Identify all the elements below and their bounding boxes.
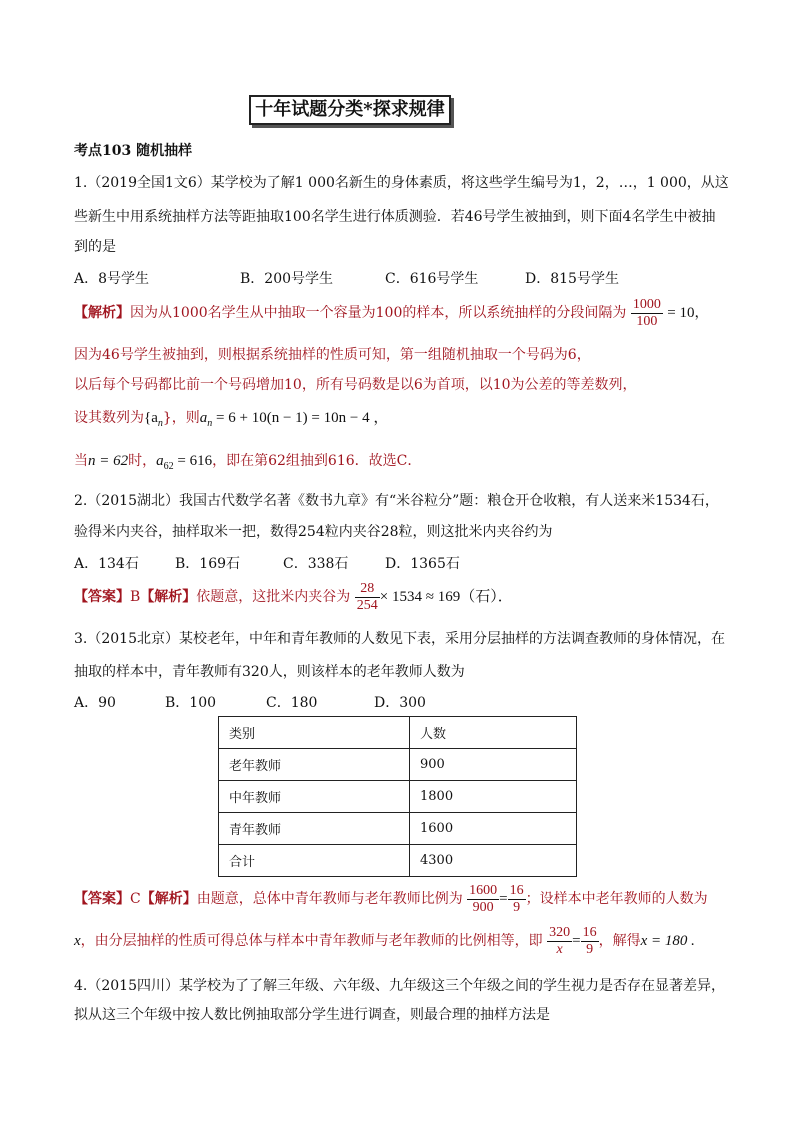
q1-a4-mid: }，则: [162, 410, 200, 426]
q1-analysis-line2: 因为46号学生被抽到，则根据系统抽样的性质可知，第一组随机抽取一个号码为6，: [74, 347, 591, 363]
q2-option-b: B．169石: [175, 556, 241, 572]
q1-analysis-line1: 【解析】因为从1000名学生从中抽取一个容量为100的样本，所以系统抽样的分段间隔为 $\frac{1000}{100}$ = 10，: [74, 296, 709, 329]
q1-fraction: [631, 297, 663, 330]
q1-analysis-line4: [74, 406, 388, 429]
q1-frac-den: 100: [636, 313, 658, 329]
q1-analysis-line5: 当n = 62时，$a_{62} = 616$，即在第62组抽到616．故选C．: [74, 453, 422, 472]
table-cell: 老年教师: [219, 749, 410, 781]
q3-answer-line2: x，由分层抽样的性质可得总体与样本中青年教师与老年教师的比例相等，即 $\frac{320}{x}$ = $\frac{16}{9}$ ，解得x = 180 .: [74, 924, 695, 957]
q1-line2: 些新生中用系统抽样方法等距抽取100名学生进行体质测验．若46号学生被抽到，则下面4名学生中被抽: [74, 209, 716, 225]
q1-option-d: D．815号学生: [525, 271, 619, 287]
q2-option-c: C．338石: [283, 556, 349, 572]
q3-fraction-2: $\frac{16}{9}$: [509, 882, 524, 915]
q1-a4-formula: $a_n = 6 + 10(n - 1) = 10n - 4$ ，: [199, 410, 389, 429]
q1-line3: 到的是: [74, 239, 116, 255]
q2-fraction: $\frac{28}{254}$: [356, 580, 378, 613]
q1-line1: 1.（2019全国1文6）某学校为了解1 000名新生的身体素质，将这些学生编号为1，2，…，1 000，从这: [74, 175, 729, 191]
q2-line1: 2.（2015湖北）我国古代数学名著《数书九章》有“米谷粒分”题：粮仓开仓收粮，有人送来米1534石，: [74, 493, 719, 509]
q2-answer: B: [130, 589, 141, 605]
q3-fraction-4: $\frac{16}{9}$: [582, 924, 597, 957]
q2-option-d: D．1365石: [385, 556, 460, 572]
q1-analysis-line3: 以后每个号码都比前一个号码增加10，所有号码数是以6为首项，以10为公差的等差数列，: [74, 377, 637, 393]
q3-fraction-1: $\frac{1600}{900}$: [469, 882, 498, 915]
q1-a62: $a_{62} = 616$: [156, 453, 213, 472]
table-cell: 青年教师: [219, 813, 410, 845]
analysis-tag: 【解析】: [74, 305, 130, 321]
q3-answer-line1: 【答案】C【解析】由题意，总体中青年教师与老年教师比例为 $\frac{1600}{900}$ = $\frac{16}{9}$ ；设样本中老年教师的人数为: [74, 882, 708, 915]
q3-fraction-3: $\frac{320}{x}$: [549, 924, 571, 957]
q2-option-a: A．134石: [74, 556, 139, 572]
q1-analysis-text1: 因为从1000名学生从中抽取一个容量为100的样本，所以系统抽样的分段间隔为: [130, 305, 627, 321]
table-row: [219, 717, 577, 749]
q3-line2: 抽取的样本中，青年教师有320人，则该样本的老年教师人数为: [74, 664, 465, 680]
table-header-category: 类别: [219, 717, 410, 749]
table-row: [219, 749, 577, 781]
q1-option-c: C．616号学生: [385, 271, 479, 287]
table-cell: 中年教师: [219, 781, 410, 813]
q3-option-c: C．180: [266, 695, 318, 711]
q4-line1: 4.（2015四川）某学校为了了解三年级、六年级、九年级这三个年级之间的学生视力是否存在显著差异，: [74, 978, 725, 994]
q3-answer: C: [130, 891, 141, 907]
teacher-table: [218, 716, 577, 877]
table-cell: 900: [410, 749, 577, 781]
q4-line2: 拟从这三个年级中按人数比例抽取部分学生进行调查，则最合理的抽样方法是: [74, 1007, 550, 1023]
table-cell: 合计: [219, 845, 410, 877]
q2-answer-line: 【答案】B【解析】依题意，这批米内夹谷为 $\frac{28}{254}$ × 1534 ≈ 169（石）．: [74, 580, 513, 613]
section-heading: 考点103 随机抽样: [74, 143, 193, 159]
q1-frac-num: 1000: [632, 296, 661, 312]
q3-option-a: A．90: [74, 695, 116, 711]
table-row: [219, 813, 577, 845]
q3-option-b: B．100: [165, 695, 217, 711]
q2-line2: 验得米内夹谷，抽样取米一把，数得254粒内夹谷28粒，则这批米内夹谷约为: [74, 524, 553, 540]
table-cell: 1600: [410, 813, 577, 845]
page-title: 十年试题分类*探求规律: [249, 95, 451, 125]
q1-option-b: B．200号学生: [240, 271, 334, 287]
q1-option-a: A．8号学生: [74, 271, 150, 287]
q3-line1: 3.（2015北京）某校老年，中年和青年教师的人数见下表，采用分层抽样的方法调查教师的身体情况，在: [74, 631, 725, 647]
q1-a4-seq: {$a_n$: [144, 410, 163, 429]
table-header-count: 人数: [410, 717, 577, 749]
q3-option-d: D．300: [374, 695, 426, 711]
table-row: [219, 781, 577, 813]
table-row: [219, 845, 577, 877]
table-cell: 4300: [410, 845, 577, 877]
q1-frac-result: = 10: [667, 305, 695, 321]
table-cell: 1800: [410, 781, 577, 813]
q1-a4-pre: 设其数列为: [74, 410, 144, 426]
